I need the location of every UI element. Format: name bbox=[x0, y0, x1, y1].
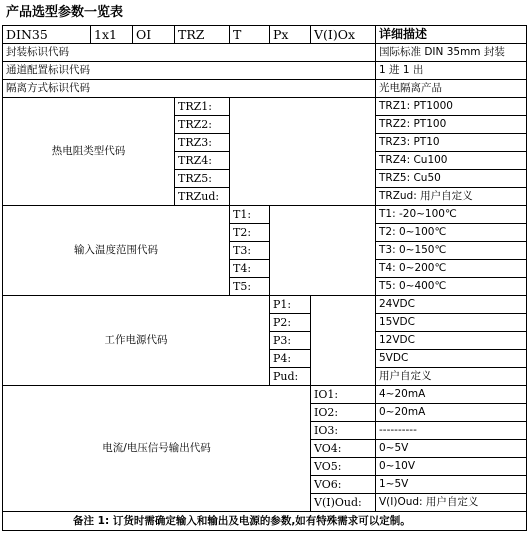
desc-cell: 24VDC bbox=[376, 296, 527, 314]
row-desc: 1 进 1 出 bbox=[376, 62, 527, 80]
code-cell: VO4: bbox=[311, 440, 376, 458]
row-desc: 国际标准 DIN 35mm 封装 bbox=[376, 44, 527, 62]
code-cell: TRZ2: bbox=[175, 116, 230, 134]
table-row bbox=[3, 62, 527, 80]
row-label: 封装标识代码 bbox=[3, 44, 376, 62]
code-cell: T1: bbox=[230, 206, 270, 224]
empty-cell bbox=[230, 116, 376, 134]
row-label: 隔离方式标识代码 bbox=[3, 80, 376, 98]
code-cell: Pud: bbox=[270, 368, 311, 386]
empty-cell bbox=[230, 188, 376, 206]
desc-cell: 1~5V bbox=[376, 476, 527, 494]
group-label: 输入温度范围代码 bbox=[3, 206, 230, 296]
code-cell: VO6: bbox=[311, 476, 376, 494]
header-col-oi: OI bbox=[133, 26, 175, 44]
desc-cell: TRZ5: Cu50 bbox=[376, 170, 527, 188]
desc-cell: TRZ4: Cu100 bbox=[376, 152, 527, 170]
header-col-din35: DIN35 bbox=[3, 26, 91, 44]
header-col-px: Px bbox=[270, 26, 311, 44]
code-cell: P3: bbox=[270, 332, 311, 350]
code-cell: IO2: bbox=[311, 404, 376, 422]
code-cell: TRZ3: bbox=[175, 134, 230, 152]
code-cell: T3: bbox=[230, 242, 270, 260]
header-col-t: T bbox=[230, 26, 270, 44]
group-label: 工作电源代码 bbox=[3, 296, 270, 386]
empty-cell bbox=[270, 260, 376, 278]
desc-cell: T2: 0~100℃ bbox=[376, 224, 527, 242]
table-row bbox=[3, 296, 527, 314]
empty-cell bbox=[311, 314, 376, 332]
code-cell: T5: bbox=[230, 278, 270, 296]
desc-cell: TRZud: 用户自定义 bbox=[376, 188, 527, 206]
desc-cell: 12VDC bbox=[376, 332, 527, 350]
desc-cell: 用户自定义 bbox=[376, 368, 527, 386]
table-row bbox=[3, 386, 527, 404]
desc-cell: 0~20mA bbox=[376, 404, 527, 422]
desc-cell: 5VDC bbox=[376, 350, 527, 368]
empty-cell bbox=[230, 170, 376, 188]
page-title: 产品选型参数一览表 bbox=[6, 5, 124, 20]
desc-cell: T4: 0~200℃ bbox=[376, 260, 527, 278]
desc-cell: T3: 0~150℃ bbox=[376, 242, 527, 260]
empty-cell bbox=[270, 242, 376, 260]
desc-cell: 4~20mA bbox=[376, 386, 527, 404]
code-cell: P4: bbox=[270, 350, 311, 368]
header-col-trz: TRZ bbox=[175, 26, 230, 44]
code-cell: TRZ1: bbox=[175, 98, 230, 116]
code-cell: TRZud: bbox=[175, 188, 230, 206]
code-cell: V(I)Oud: bbox=[311, 494, 376, 512]
desc-cell: V(I)Oud: 用户自定义 bbox=[376, 494, 527, 512]
group-label: 热电阻类型代码 bbox=[3, 98, 175, 206]
code-cell: P1: bbox=[270, 296, 311, 314]
code-cell: VO5: bbox=[311, 458, 376, 476]
desc-cell: TRZ2: PT100 bbox=[376, 116, 527, 134]
empty-cell bbox=[230, 152, 376, 170]
footnote-row bbox=[3, 512, 527, 531]
header-col-desc: 详细描述 bbox=[376, 26, 527, 44]
table-row bbox=[3, 80, 527, 98]
code-cell: T2: bbox=[230, 224, 270, 242]
code-cell: T4: bbox=[230, 260, 270, 278]
row-label: 通道配置标识代码 bbox=[3, 62, 376, 80]
code-cell: IO1: bbox=[311, 386, 376, 404]
empty-cell bbox=[311, 332, 376, 350]
code-cell: IO3: bbox=[311, 422, 376, 440]
desc-cell: 0~10V bbox=[376, 458, 527, 476]
group-label: 电流/电压信号输出代码 bbox=[3, 386, 311, 512]
desc-cell: ---------- bbox=[376, 422, 527, 440]
desc-cell: TRZ3: PT10 bbox=[376, 134, 527, 152]
empty-cell bbox=[230, 98, 376, 116]
empty-cell bbox=[311, 350, 376, 368]
table-row bbox=[3, 98, 527, 116]
header-row bbox=[3, 26, 527, 44]
table-row bbox=[3, 206, 527, 224]
code-cell: P2: bbox=[270, 314, 311, 332]
desc-cell: 15VDC bbox=[376, 314, 527, 332]
footnote: 备注 1: 订货时需确定输入和输出及电源的参数,如有特殊需求可以定制。 bbox=[3, 512, 527, 531]
selection-table bbox=[2, 25, 527, 531]
empty-cell bbox=[270, 224, 376, 242]
desc-cell: 0~5V bbox=[376, 440, 527, 458]
desc-cell: T1: -20~100℃ bbox=[376, 206, 527, 224]
header-col-vio: V(I)Ox bbox=[311, 26, 376, 44]
empty-cell bbox=[270, 278, 376, 296]
header-col-1x1: 1x1 bbox=[91, 26, 133, 44]
table-row bbox=[3, 44, 527, 62]
code-cell: TRZ4: bbox=[175, 152, 230, 170]
empty-cell bbox=[230, 134, 376, 152]
code-cell: TRZ5: bbox=[175, 170, 230, 188]
desc-cell: T5: 0~400℃ bbox=[376, 278, 527, 296]
row-desc: 光电隔离产品 bbox=[376, 80, 527, 98]
empty-cell bbox=[311, 296, 376, 314]
empty-cell bbox=[311, 368, 376, 386]
empty-cell bbox=[270, 206, 376, 224]
desc-cell: TRZ1: PT1000 bbox=[376, 98, 527, 116]
